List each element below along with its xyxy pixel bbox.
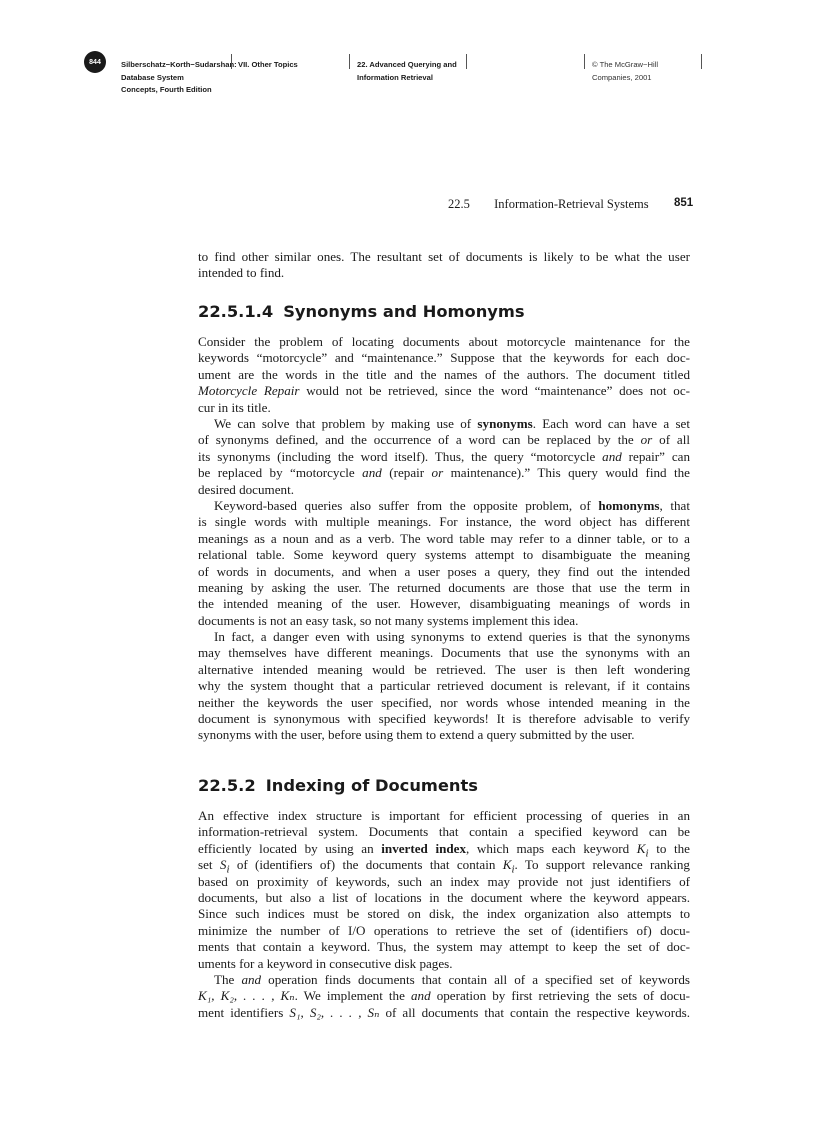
header-copyright-line: Companies, 2001	[592, 72, 652, 82]
text-fragment: set	[198, 857, 213, 873]
header-divider	[584, 54, 585, 69]
header-chapter-line: 22. Advanced Querying and	[357, 60, 457, 69]
text-line	[198, 449, 690, 465]
text-fragment: We can solve that problem by making use of	[214, 415, 472, 431]
text-line: cur in its title.	[198, 399, 271, 415]
section-title: Indexing of Documents	[265, 776, 478, 795]
section-body	[198, 808, 690, 1021]
text-line: may themselves have different meanings. Documents that use the synonyms with an	[198, 645, 690, 661]
text-line: to find other similar ones. The resultant set of documents is likely to be what the user	[198, 249, 690, 264]
text-line: is single words with multiple meanings. For instance, the word object has different	[198, 514, 690, 530]
text-line	[198, 857, 690, 876]
text-fragment: . We implement the	[294, 988, 405, 1004]
running-head-section: 22.5	[448, 197, 470, 211]
text-fragment: (repair	[389, 465, 425, 481]
text-line: the intended meaning of the user. However, disambiguating meanings of words in	[198, 596, 690, 612]
math-subscript: i	[226, 863, 230, 876]
intro-paragraph	[198, 249, 690, 282]
header-divider	[701, 54, 702, 69]
header-book-line: Concepts, Fourth Edition	[121, 85, 212, 94]
text-line: In fact, a danger even with using synonyms to extend queries is that the synonyms	[214, 629, 690, 645]
text-line: ument are the words in the title and the names of the authors. The document titled	[198, 366, 690, 382]
text-line	[198, 383, 690, 399]
text-line	[198, 1005, 690, 1021]
text-line	[198, 432, 690, 448]
italic-term: and	[410, 988, 431, 1004]
text-fragment: , which maps each keyword	[466, 840, 630, 856]
running-head-title: Information-Retrieval Systems	[494, 197, 649, 211]
text-fragment: operation by first retrieving the sets of docu-	[436, 988, 690, 1004]
math-symbol: K	[636, 840, 646, 856]
header-divider	[349, 54, 350, 69]
text-fragment: operation finds documents that contain all of a specified set of keywords	[268, 971, 690, 987]
text-fragment: to the	[656, 840, 690, 856]
text-fragment: efficiently located by using an	[198, 840, 374, 856]
math-expression: S₁, S₂, . . . , Sₙ	[289, 1004, 380, 1020]
text-fragment: of all documents that contain the respective keywords.	[385, 1004, 690, 1020]
section-number: 22.5.2	[198, 776, 256, 795]
italic-term: or	[640, 432, 653, 448]
text-line: An effective index structure is important for efficient processing of queries in an	[198, 808, 690, 823]
header-copyright	[592, 59, 658, 84]
text-line: intended to find.	[198, 265, 285, 281]
text-fragment: be replaced by “motorcycle	[198, 465, 355, 481]
text-line: alternative intended meaning would be retrieved. The user is then left wondering	[198, 661, 690, 677]
text-line	[198, 465, 690, 481]
page-number: 851	[674, 197, 694, 209]
text-fragment: Keyword-based queries also suffer from the opposite problem, of	[214, 497, 591, 513]
italic-term: and	[241, 971, 262, 987]
math-expression: K₁, K₂, . . . , Kₙ	[198, 988, 295, 1004]
text-line: document is synonymous with specified keywords! It is therefore advisable to verify	[198, 711, 690, 727]
header-book-line: Database System	[121, 72, 184, 82]
text-line: ments that contain a keyword. Thus, the system may attempt to keep the set of doc-	[198, 939, 690, 955]
bold-term: homonyms	[598, 497, 660, 513]
header-copyright-line: © The McGraw−Hill	[592, 60, 659, 69]
italic-term: and	[362, 465, 382, 481]
italic-term: and	[602, 448, 622, 464]
text-fragment: its synonyms (including the word itself). Thus, the query “motorcycle	[198, 448, 596, 464]
text-line	[198, 972, 690, 988]
text-line: of words in documents, and when a user poses a query, they find out the intended	[198, 563, 690, 579]
text-line: documents is not an easy task, so not many systems implement this idea.	[198, 612, 579, 628]
header-chapter	[357, 59, 457, 84]
text-line	[198, 498, 690, 514]
header-book-line: Silberschatz−Korth−Sudarshan:	[121, 60, 237, 69]
text-line: why the system thought that a particular retrieved document is relevant, if it contains	[198, 678, 690, 694]
section-heading	[198, 776, 478, 795]
text-line: Consider the problem of locating documents about motorcycle maintenance for the	[198, 334, 690, 349]
header-part-line: VII. Other Topics	[238, 60, 298, 69]
header-chapter-line: Information Retrieval	[357, 72, 433, 82]
text-fragment: would not be retrieved, since the word “maintenance” does not oc-	[306, 383, 690, 399]
text-fragment: . Each word can have a set	[532, 415, 690, 431]
text-line: documents, but also a list of locations in the document where the keyword appears.	[198, 889, 690, 905]
text-line: meanings as a noun and as a verb. The word table may refer to a dinner table, or to a	[198, 530, 690, 546]
text-fragment: maintenance).” This query would find the	[450, 465, 690, 481]
text-line: synonyms with the user, before using them to extend a query submitted by the user.	[198, 727, 635, 743]
section-number: 22.5.1.4	[198, 302, 274, 321]
section-heading	[198, 302, 525, 321]
text-line: neither the keywords the user specified, nor words whose intended meaning in the	[198, 694, 690, 710]
header-divider	[466, 54, 467, 69]
text-fragment: ment identifiers	[198, 1004, 284, 1020]
text-line	[198, 416, 690, 432]
text-line: information-retrieval system. Documents that contain a specified keyword can be	[198, 824, 690, 840]
header-book	[121, 59, 237, 97]
text-line: keywords “motorcycle” and “maintenance.” Suppose that the keywords for each doc-	[198, 350, 690, 366]
text-fragment: of synonyms defined, and the occurrence of a word can be replaced by the	[198, 432, 634, 448]
math-symbol: S	[219, 857, 227, 873]
header-divider	[231, 54, 232, 69]
text-fragment: of (identifiers of) the documents that contain	[236, 857, 496, 873]
header-part	[238, 59, 298, 72]
text-line: minimize the number of I/O operations to retrieve the set of (identifiers of) docu-	[198, 922, 690, 938]
math-subscript: i	[511, 863, 515, 876]
text-fragment: The	[214, 971, 235, 987]
text-line	[198, 988, 690, 1004]
text-fragment: repair” can	[628, 448, 690, 464]
italic-title: Motorcycle Repair	[198, 383, 300, 399]
bold-term: synonyms	[477, 415, 533, 431]
text-line: desired document.	[198, 481, 294, 497]
page-badge: 844	[84, 51, 106, 73]
text-line: Since such indices must be stored on disk, the index organization also attempts to	[198, 906, 690, 922]
math-symbol: K	[502, 857, 512, 873]
running-head	[448, 197, 690, 212]
text-line: relational table. Some keyword query systems attempt to disambiguate the meaning	[198, 547, 690, 563]
section-body	[198, 334, 690, 744]
italic-term: or	[431, 465, 444, 481]
bold-term: inverted index	[381, 840, 466, 856]
section-title: Synonyms and Homonyms	[283, 302, 525, 321]
math-subscript: i	[645, 847, 649, 860]
text-fragment: . To support relevance ranking	[514, 857, 690, 873]
text-fragment: of all	[659, 432, 691, 448]
text-line	[198, 840, 690, 860]
text-line: uments for a keyword in consecutive disk pages.	[198, 955, 453, 971]
text-line: meaning by asking the user. The returned documents are those that use the term in	[198, 579, 690, 595]
text-fragment: , that	[659, 497, 690, 513]
text-line: based on proximity of keywords, such an index may provide not just identifiers of	[198, 873, 690, 889]
